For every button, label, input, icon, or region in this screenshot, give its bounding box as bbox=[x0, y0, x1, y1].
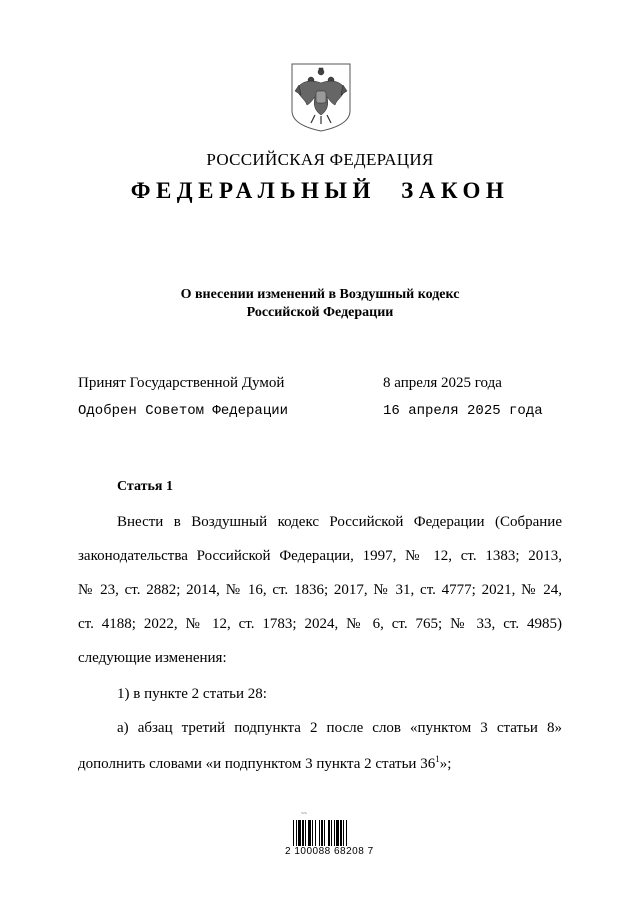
article-line-5: следующие изменения: bbox=[78, 650, 227, 666]
sub-item-a-line-1: а) абзац третий подпункта 2 после слов «пунктом 3 статьи 8» bbox=[117, 720, 562, 736]
barcode bbox=[291, 806, 371, 866]
law-title-line-1: О внесении изменений в Воздушный кодекс bbox=[180, 287, 460, 302]
sub-item-a-end: »; bbox=[439, 756, 452, 772]
article-line-3: № 23, ст. 2882; 2014, № 16, ст. 1836; 2017, № 31, ст. 4777; 2021, № 24, bbox=[78, 582, 562, 598]
article-line-4: ст. 4188; 2022, № 12, ст. 1783; 2024, № 6, ст. 765; № 33, ст. 4985) bbox=[78, 616, 562, 632]
council-approval-label: Одобрен Советом Федерации bbox=[78, 403, 289, 419]
duma-adoption-label: Принят Государственной Думой bbox=[78, 375, 285, 391]
coat-of-arms-emblem bbox=[289, 61, 353, 133]
svg-text:~~: ~~ bbox=[301, 811, 307, 817]
list-item-1: 1) в пункте 2 статьи 28: bbox=[117, 686, 267, 702]
document-type: ФЕДЕРАЛЬНЫЙ ЗАКОН bbox=[130, 178, 510, 203]
article-line-1: Внести в Воздушный кодекс Российской Федерации (Собрание bbox=[117, 514, 562, 530]
article-heading: Статья 1 bbox=[117, 479, 173, 494]
sub-item-a-line-2 bbox=[78, 754, 451, 773]
superscript: 1 bbox=[435, 754, 440, 764]
article-line-2: законодательства Российской Федерации, 1997, № 12, ст. 1383; 2013, bbox=[78, 548, 562, 564]
barcode-number: 2 100088 68208 7 bbox=[285, 846, 374, 857]
law-title bbox=[0, 286, 640, 322]
duma-adoption-date: 8 апреля 2025 года bbox=[383, 375, 502, 391]
law-title-line-2: Российской Федерации bbox=[246, 305, 394, 320]
country-name: РОССИЙСКАЯ ФЕДЕРАЦИЯ bbox=[206, 150, 434, 169]
sub-item-a-text: дополнить словами «и подпунктом 3 пункта 2 статьи 36 bbox=[78, 756, 436, 772]
council-approval-date: 16 апреля 2025 года bbox=[383, 403, 543, 419]
